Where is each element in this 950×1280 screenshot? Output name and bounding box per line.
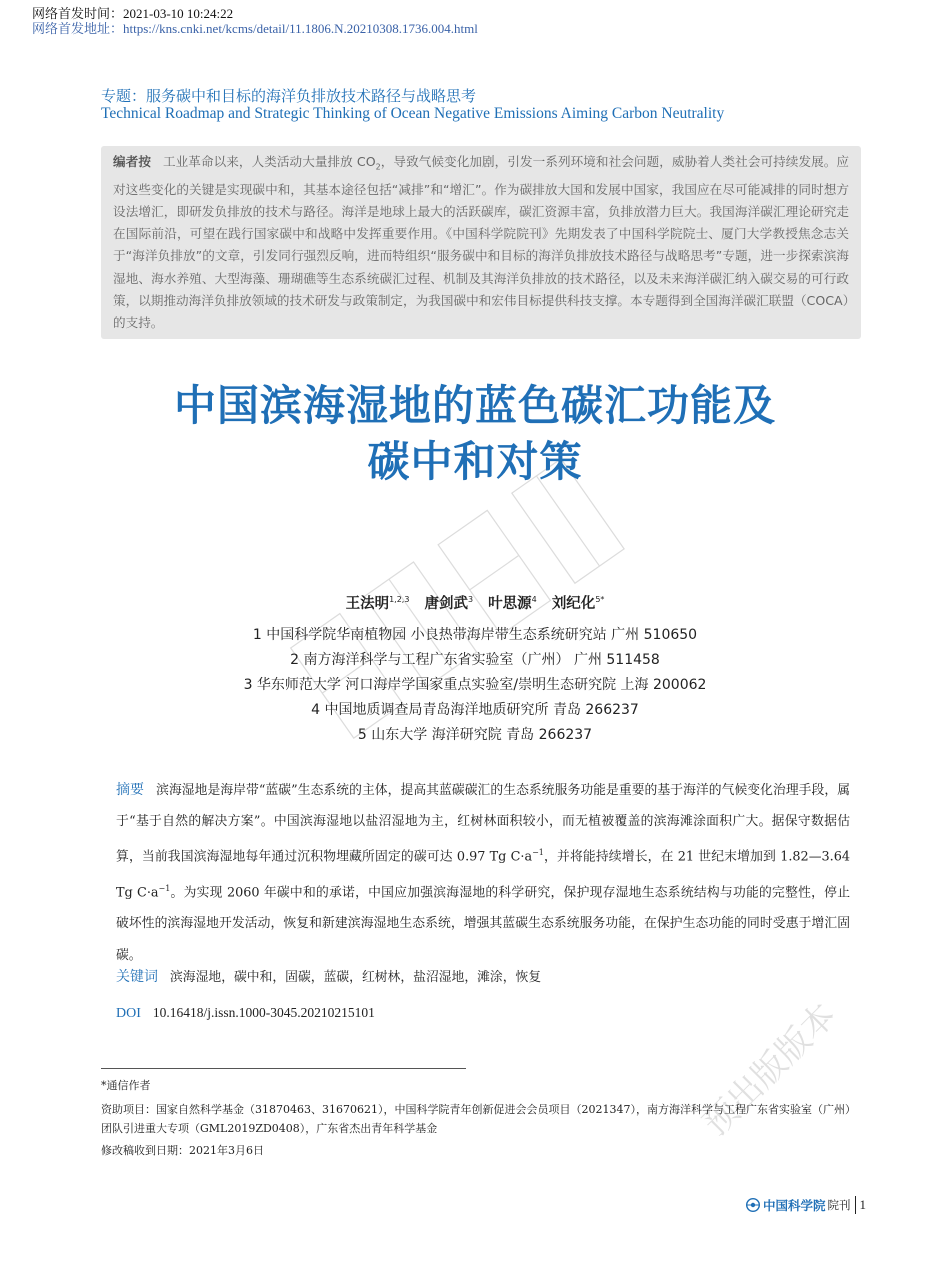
abstract-label: 摘要 xyxy=(116,782,145,798)
title-line-1: 中国滨海湿地的蓝色碳汇功能及 xyxy=(173,381,776,430)
unit-sup-1: −1 xyxy=(532,848,544,858)
logo-text: 中国科学院 xyxy=(763,1198,826,1213)
author-name: 叶思源 xyxy=(488,596,532,612)
affiliation-3: 3 华东师范大学 河口海岸学国家重点实验室/崇明生态研究院 上海 200062 xyxy=(243,677,707,693)
abstract-part2: ，并将能持续增长，在 21 世纪末增加到 1.82—3.64 Tg C·a xyxy=(116,849,850,901)
page-separator xyxy=(855,1196,856,1214)
author-affil-sup: 1,2,3 xyxy=(389,595,410,605)
affiliation-4: 4 中国地质调查局青岛海洋地质研究所 青岛 266237 xyxy=(311,702,639,718)
page-number: 1 xyxy=(859,1197,867,1212)
editor-note-box xyxy=(101,146,861,339)
author-name: 唐剑武 xyxy=(424,596,468,612)
topic-title-cn: 专题：服务碳中和目标的海洋负排放技术路径与战略思考 xyxy=(101,87,477,105)
doi-value[interactable]: 10.16418/j.issn.1000-3045.20210215101 xyxy=(152,1005,375,1020)
editor-note-label: 编者按 xyxy=(113,154,151,169)
keywords xyxy=(116,966,541,986)
author-4 xyxy=(552,596,605,612)
editor-note-part2: ，导致气候变化加剧，引发一系列环境和社会问题，威胁着人类社会可持续发展。应对这些变化的关键是实现碳中和，其基本途径包括“减排”和“增汇”。作为碳排放大国和发展中国家，我国应在尽可能减排的同时想方设法增汇，即研发负排放的技术与路径。海洋是地球上最大的活跃碳库，碳汇资源丰富，负排放潜力巨大。我国海洋碳汇理论研究走在国际前沿，可望在践行国家碳中和战略中发挥重要作用。《中国科学院院刊》先期发表了中国科学院院士、厦门大学教授焦念志关于“海洋负排放”的文章，引发同行强烈反响，进而特组织“服务碳中和目标的海洋负排放技术路径与战略思考”专题，进一步探索滨海湿地、海水养殖、大型海藻、珊瑚礁等生态系统碳汇过程、机制及其海洋负排放的技术路径，以及未来海洋碳汇纳入碳交易的可行政策，以期推动海洋负排放领域的技术研发与政策制定，为我国碳中和宏伟目标提供科技支撑。本专题得到全国海洋碳汇联盟（COCA）的支持。 xyxy=(113,154,850,330)
journal-logo xyxy=(746,1196,866,1214)
author-affil-sup: 5* xyxy=(595,595,605,605)
abstract-part3: 。为实现 2060 年碳中和的承诺，中国应加强滨海湿地的科学研究，保护现存湿地生态系统结构与功能的完整性，停止破坏性的滨海湿地开发活动，恢复和新建滨海湿地生态系统，增强其蓝碳生态系统服务功能，在保护生态功能的同时受惠于增汇固碳。 xyxy=(116,885,851,963)
cas-emblem-icon xyxy=(746,1198,760,1212)
author-name: 刘纪化 xyxy=(551,596,596,612)
journal-name-tail: 院刊 xyxy=(827,1198,851,1212)
footnote-corresponding: *通信作者 xyxy=(101,1079,151,1092)
author-1 xyxy=(346,596,410,612)
doi xyxy=(116,1005,375,1022)
publish-time: 网络首发时间：2021-03-10 10:24:22 xyxy=(32,6,234,21)
affiliation-1: 1 中国科学院华南植物园 小良热带海岸带生态系统研究站 广州 510650 xyxy=(252,627,698,643)
author-affil-sup: 4 xyxy=(531,595,537,605)
co2-subscript: 2 xyxy=(375,162,381,172)
publish-url[interactable]: 网络首发地址：https://kns.cnki.net/kcms/detail/11.1806.N.20210308.1736.004.html xyxy=(32,21,478,36)
watermark-preprint: 预出版版本 xyxy=(695,995,845,1144)
author-affil-sup: 3 xyxy=(468,595,474,605)
affiliation-5: 5 山东大学 海洋研究院 青岛 266237 xyxy=(357,727,593,743)
author-name: 王法明 xyxy=(345,596,390,612)
affiliation-2: 2 南方海洋科学与工程广东省实验室（广州） 广州 511458 xyxy=(290,652,660,668)
author-list xyxy=(0,592,950,613)
editor-note-part1: 工业革命以来，人类活动大量排放 CO xyxy=(162,154,376,169)
keywords-text: 滨海湿地，碳中和，固碳，蓝碳，红树林，盐沼湿地，滩涂，恢复 xyxy=(170,970,542,985)
unit-sup-2: −1 xyxy=(158,883,171,893)
footnote-funding: 资助项目：国家自然科学基金（31870463、31670621），中国科学院青年创新促进会会员项目（2021347），南方海洋科学与工程广东省实验室（广州）团队引进重大专项（GML2019ZD0408），广东省杰出青年科学基金 xyxy=(101,1103,856,1135)
doi-label: DOI xyxy=(116,1006,141,1021)
abstract xyxy=(116,775,850,971)
author-3 xyxy=(488,596,537,612)
editor-note-text xyxy=(113,151,849,334)
author-2 xyxy=(425,596,474,612)
abstract-part1: 滨海湿地是海岸带“蓝碳”生态系统的主体，提高其蓝碳碳汇的生态系统服务功能是重要的基于海洋的气候变化治理手段，属于“基于自然的解决方案”。中国滨海湿地以盐沼湿地为主，红树林面积较小，而无植被覆盖的滨海滩涂面积广大。据保守数据估算，当前我国滨海湿地每年通过沉积物埋藏所固定的碳可达 0.97 Tg C·a xyxy=(116,783,851,865)
footnote-received: 修改稿收到日期：2021年3月6日 xyxy=(101,1144,264,1157)
title-line-2: 碳中和对策 xyxy=(367,437,583,486)
footnote-rule xyxy=(101,1068,466,1069)
article-title xyxy=(0,378,950,490)
topic-title-en: Technical Roadmap and Strategic Thinking of Ocean Negative Emissions Aiming Carbon Neutrality xyxy=(101,105,725,122)
keywords-label: 关键词 xyxy=(116,969,158,985)
